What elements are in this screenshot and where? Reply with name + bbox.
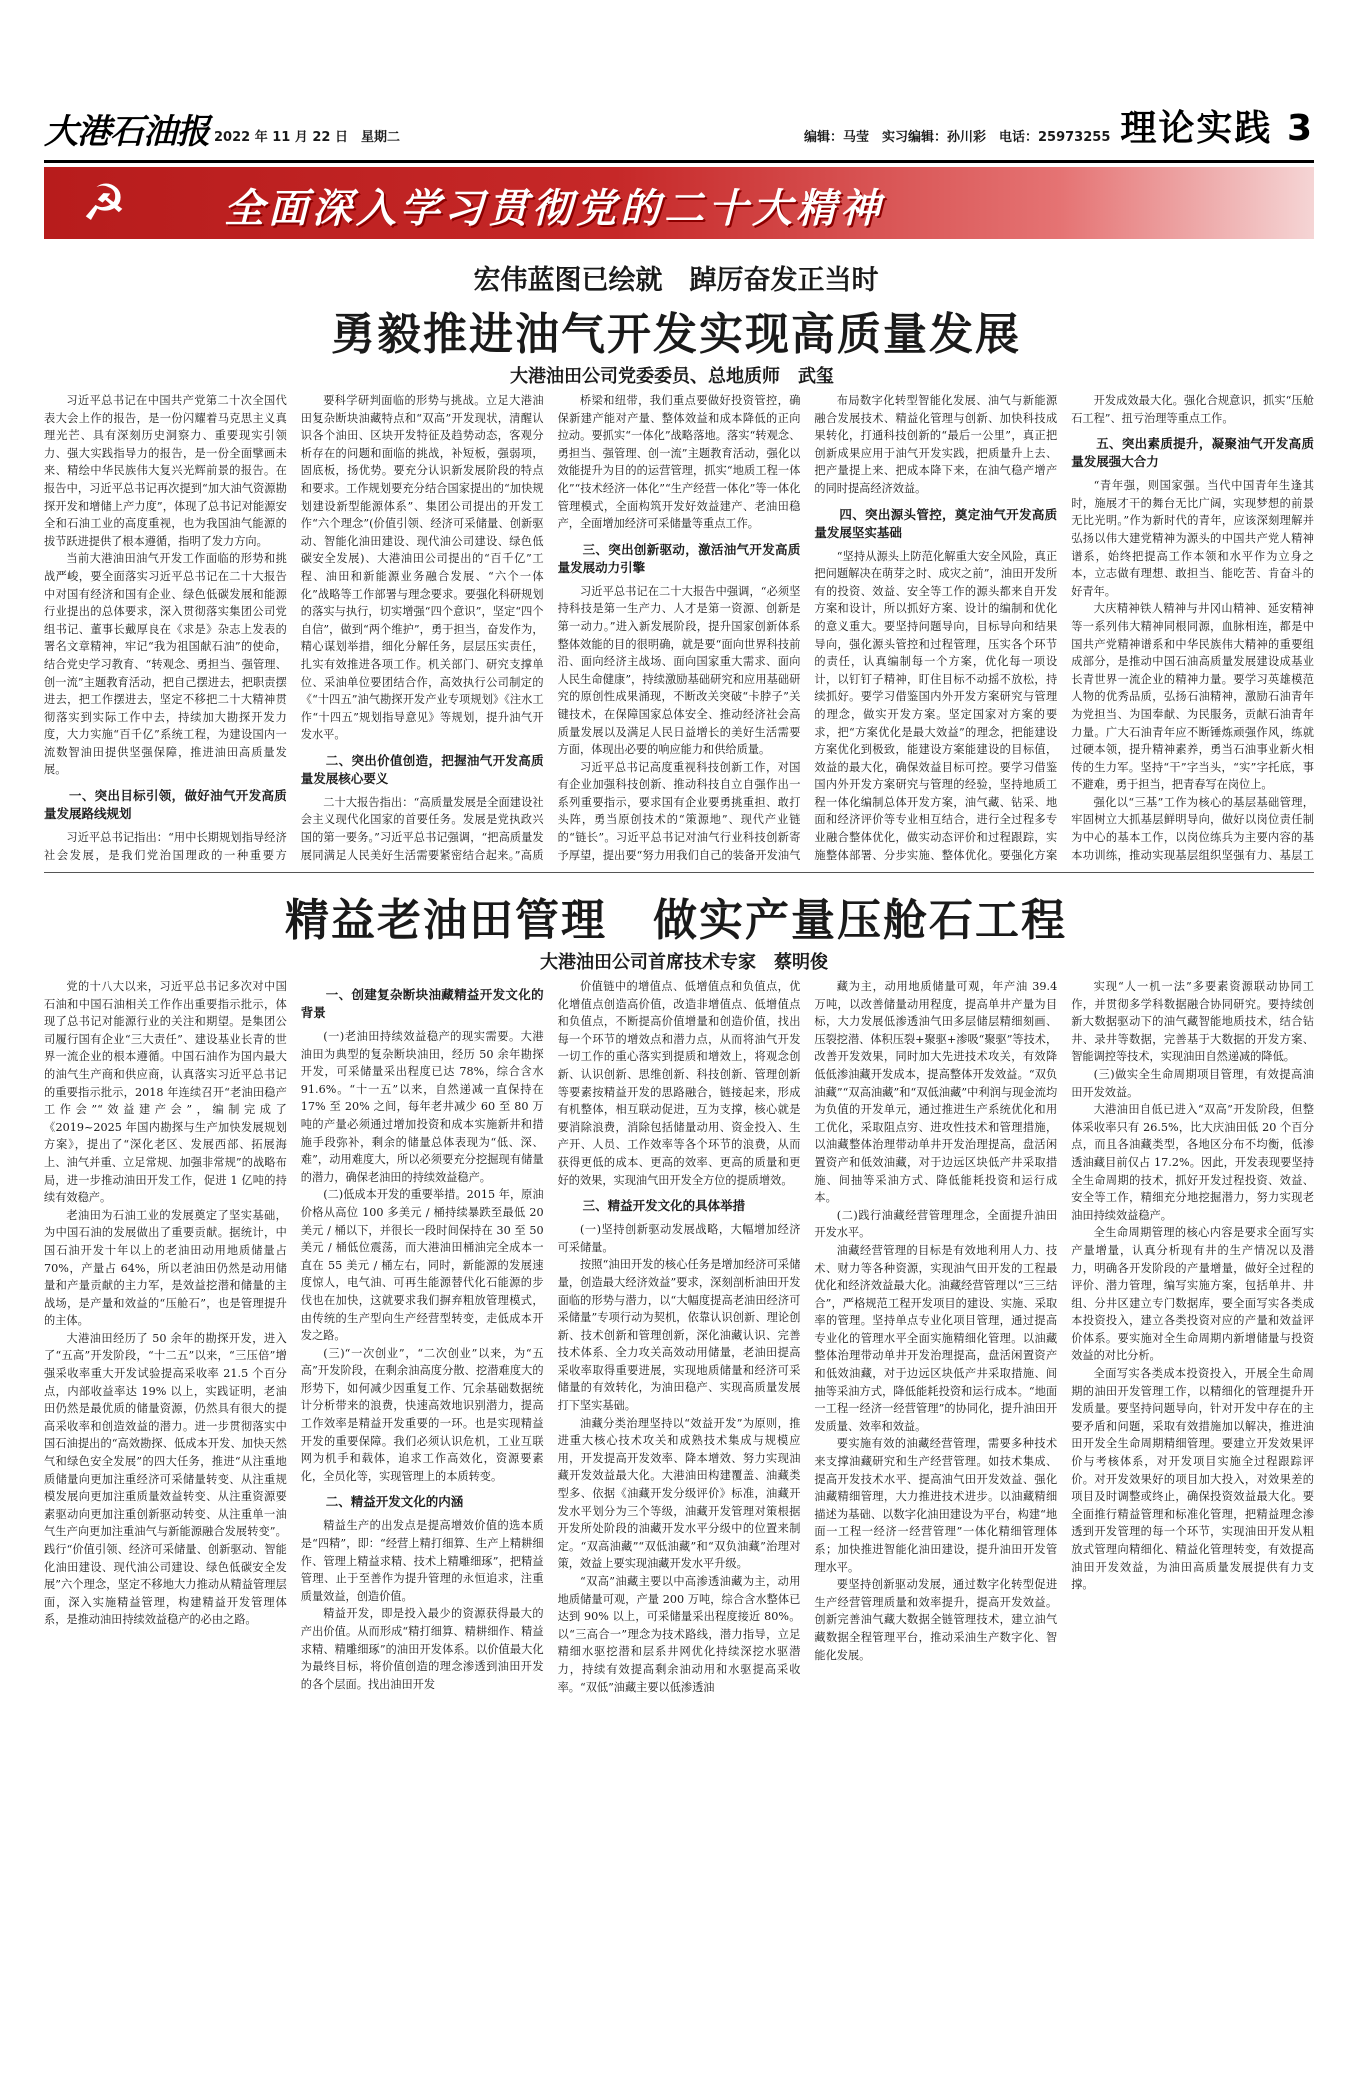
paragraph: “坚持从源头上防范化解重大安全风险，真正把问题解决在萌芽之时、成灾之前”，油田开发所有的投资、效益、安全等工作的源头都来自开发方案和设计，所以抓好方案、设计的编制和优化的意义重大。要坚持问题导向，目标导向和结果导向，强化源头管控和过程管理，压实各个环节的责任，认真编制每一个方案，优化每一项设计，以钉钉子精神，盯住目标不动摇不放松，持续抓好。要学习借鉴国内外开发方案研究与管理的理念，做实开发方案。坚定国家对方案的要求，把“方案优化是最大效益”的理念，把能建设方案优化到极致，能建设方案能建设的目标值，效益的最大化，确保效益目标可控。要学习借鉴国内外开发方案研究与管理的经验，坚持地质工程一体化编制总体开发方案，油气藏、钻采、地面和经济评价等专业相互结合，进行全过程多专业融合整体优化，做实动态评价和过程跟踪，实施整体部署、分步实施、整体优化。要强化方案 xyxy=(814,549,1058,862)
paragraph: 习近平总书记高度重视科技创新工作，对国有企业加强科技创新、推动科技自立自强作出一系列重要指示，要求国有企业要勇挑重担、敢打头阵，勇当原创技术的“策源地”、现代产业链的“链长”。习近平总书记对油气行业科技创新寄予厚望，提出要“努力用我们自己的装备开发油气 xyxy=(557,760,801,862)
paragraph: 精益生产的出发点是提高增效价值的选本质是“四精”，即：“经营上精打细算、生产上精耕细作、管理上精益求精、技术上精雕细琢”，把精益管理、止于至善作为提升管理的永恒追求，注重质量效益，创造价值。 xyxy=(300,1519,544,1603)
section-subheading: 三、突出创新驱动，激活油气开发高质量发展动力引擎 xyxy=(557,541,801,575)
party-emblem-icon: ☭ xyxy=(81,174,127,232)
paragraph: (一)坚持创新驱动发展战略，大幅增加经济可采储量。 xyxy=(557,1223,801,1254)
section-subheading: 二、突出价值创造，把握油气开发高质量发展核心要义 xyxy=(300,752,544,786)
paragraph: 老油田为石油工业的发展奠定了坚实基础，为中国石油的发展做出了重要贡献。据统计，中国石油开发十年以上的老油田动用地质储量占 70%，产量占 64%，所以老油田仍然是动用储量和产量贡献的主力军，是效益挖潜和储量的主战场，是产量和效益的“压舱石”，也是管理提升的主体。 xyxy=(44,1208,287,1328)
article2-col2 xyxy=(301,978,544,2078)
article2-body xyxy=(44,978,1314,2078)
paragraph: 大庆精神铁人精神与井冈山精神、延安精神等一系列伟大精神同根同源，血脉相连，都是中国共产党精神谱系和中华民族伟大精神的重要组成部分，是推动中国石油高质量发展建设成基业长青世界一流企业的精神力量。要学习英雄模范人物的优秀品质，弘扬石油精神，激励石油青年为党担当、为国奉献、为民服务，贡献石油青年力量。广大石油青年应不断锤炼顽强作风，练就过硬本领，提升精神素养，勇当石油事业新火相传的生力军。坚持“干”字当头，“实”字托底，事不避难，勇于担当，把青春写在岗位上。 xyxy=(1071,602,1314,792)
article2-col4 xyxy=(814,978,1057,2078)
newspaper-logo: 大港石油报 xyxy=(44,112,209,152)
paragraph: (一)老油田持续效益稳产的现实需要。大港油田为典型的复杂断块油田，经历 50 余年勘探开发，可采储量采出程度已达 78%，综合含水 91.6%。“十一五”以来，自然递减一直保持在 17% 至 20% 之间，每年老井减少 60 至 80 万吨的产量必须通过增加投资和成本实施新井和措施手段弥补，剩余的储量总体表现为“低、深、难”，动用难度大，所以必须要充分挖掘现有储量的潜力，确保老油田的持续效益稳产。 xyxy=(300,1030,544,1184)
section-subheading: 二、精益开发文化的内涵 xyxy=(325,1494,464,1510)
paragraph: 布局数字化转型智能化发展、油气与新能源融合发展技术、精益化管理与创新、加快科技成果转化，打通科技创新的“最后一公里”，真正把创新成果应用于油气开发实践，把质量升上去、把产量提上来、把成本降下来，在油气稳产增产的同时提高经济效益。 xyxy=(814,394,1058,495)
article2-byline: 大港油田公司首席技术专家 蔡明俊 xyxy=(540,952,828,973)
paragraph: 实现“人一机一法”多要素资源联动协同工作，并贯彻多学科数据融合协同研究。要持续创新大数据驱动下的油气藏智能地质技术，结合钻井、录井等数据，完善基于大数据的开发方案、智能调控等技术，实现油田自然递减的降低。 xyxy=(1071,980,1314,1064)
section-title: 理论实践 3 xyxy=(1120,108,1314,149)
article2-col1 xyxy=(44,978,287,2078)
paragraph: 要实施有效的油藏经营管理，需要多种技术来支撑油藏研究和生产经营管理。如技术集成、提高开发技术水平、提高油气田开发效益、强化油藏精细管理，大力推进技术进步。以油藏精细描述为基础、以数字化油田建设为平台，构建“地面一工程一经济一经营管理”一体化精细管理体系；加快推进智能化油田建设，提升油田开发管理水平。 xyxy=(814,1437,1058,1574)
article1-body xyxy=(44,392,1314,866)
editor-info: 编辑：马莹 实习编辑：孙川彩 电话：25973255 xyxy=(804,130,1111,145)
paragraph: 全面写实各类成本投资投入，开展全生命周期的油田开发管理工作，以精细化的管理提升开发质量。要坚持问题导向，针对开发中存在的主要矛盾和问题，采取有效措施加以解决，推进油田开发全生命周期精细管理。要建立开发效果评价与考核体系，对开发项目实施全过程跟踪评价。对开发效果好的项目加大投入，对效果差的项目及时调整或终止，确保投资效益最大化。要全面推行精益管理和标准化管理，把精益理念渗透到开发管理的每一个环节，实现油田开发从粗放式管理向精细化、精益化管理转变，有效提高油田开发效益，为油田高质量发展提供有力支撑。 xyxy=(1071,1367,1314,1592)
masthead xyxy=(44,100,1314,158)
paragraph: 要科学研判面临的形势与挑战。立足大港油田复杂断块油藏特点和“双高”开发现状，清醒认识各个油田、区块开发特征及趋势动态，客观分析存在的问题和面临的挑战，补短板，强弱项，固底板，扬优势。要充分认识新发展阶段的特点和要求。工作规划要充分结合国家提出的“加快规划建设新型能源体系”、集团公司提出的开发工作“六个理念”(价值引领、经济可采储量、创新驱动、智能化油田建设、现代油公司建设、绿色低碳安全发展)、大港油田公司提出的“百千亿”工程、油田和新能源业务融合发展、“六个一体化”战略等工作部署与理念要求。要强化科研规划的落实与执行，切实增强“四个意识”，坚定“四个自信”，做到“两个维护”，勇于担当，奋发作为，精心谋划举措，细化分解任务，层层压实责任，扎实有效推进各项工作。机关部门、研究支撑单位、采油单位要团结合作，高效执行公司制定的《“十四五”油气勘探开发产业专项规划》《注水工作“十四五”规划指导意见》等规划，提升油气开发水平。 xyxy=(300,394,544,742)
article1-kicker: 宏伟蓝图已绘就 踔厉奋发正当时 xyxy=(473,265,879,296)
paragraph: 当前大港油田油气开发工作面临的形势和挑战严峻，要全面落实习近平总书记在二十大报告中对国有经济和国有企业、绿色低碳发展和能源行业提出的总体要求，深入贯彻落实集团公司党组书记、董事长戴厚良在《求是》杂志上发表的署名文章精神，牢记“我为祖国献石油”的使命，结合党史学习教育、“转观念、勇担当、强管理、创一流”主题教育活动，把自己摆进去，把职责摆进去，把工作摆进去，坚定不移把二十大精神贯彻落实到实际工作中去，持续加大勘探开发力度，大力实施“百千亿”系统工程，为建设国内一流数智油田提供坚强保障，推进油田高质量发展。 xyxy=(44,552,287,777)
section-subheading: 一、突出目标引领，做好油气开发高质量发展路线规划 xyxy=(44,788,287,822)
masthead-rule xyxy=(44,160,1314,163)
paragraph: “双高”油藏主要以中高渗透油藏为主，动用地质储量可观，产量 200 万吨，综合含水整体已达到 90% 以上，可采储量采出程度接近 80%。以“三高合一”理念为技术路线，潜力指导，立足精细水驱挖潜和层系井网优化持续深挖水驱潜力，持续有效提高剩余油动用和水驱提高采收率。“双低”油藏主要以低渗透油 xyxy=(557,1575,801,1694)
section-subheading: 四、突出源头管控，奠定油气开发高质量发展坚实基础 xyxy=(814,506,1058,540)
article1-headline: 勇毅推进油气开发实现高质量发展 xyxy=(331,309,1021,360)
article2-headline: 精益老油田管理 做实产量压舱石工程 xyxy=(285,895,1067,946)
article1-col5 xyxy=(1071,392,1314,866)
paragraph: 习近平总书记在二十大报告中强调，“必须坚持科技是第一生产力、人才是第一资源、创新是第一动力。”进入新发展阶段，提升国家创新体系整体效能的目的很明确，就是要“面向世界科技前沿、面向经济主战场、面向国家重大需求、面向人民生命健康”，持续激励基础研究和应用基础研究的原创性成果涌现，不断改关突破“卡脖子”关键技术，在保障国家总体安全、推动经济社会高质量发展以及满足人民日益增长的美好生活需要方面，体现出必要的响应能力和供给质量。 xyxy=(557,584,801,757)
section-subheading: 一、创建复杂断块油藏精益开发文化的背景 xyxy=(300,987,544,1020)
paragraph: (三)做实全生命周期项目管理，有效提高油田开发效益。 xyxy=(1071,1067,1314,1099)
paragraph: 开发成效最大化。强化合规意识，抓实“压舱石工程”、扭亏治理等重点工作。 xyxy=(1071,394,1314,425)
paragraph: 油藏分类治理坚持以“效益开发”为原则，推进重大核心技术攻关和成熟技术集成与规模应用，开发提高开发效率、降本增效、努力实现油藏开发效益最大化。大港油田构建覆盖、油藏类型多、依据《油藏开发分级评价》标准，油藏开发水平划分为三个等级，油藏开发管理对策根据开发所处阶段的油藏开发水平分级中的位置来制定。“双高油藏”“双低油藏”和“双负油藏”治理对策，效益上要实现油藏开发水平升级。 xyxy=(557,1416,801,1571)
theme-banner xyxy=(44,167,1314,239)
paragraph: (二)低成本开发的重要举措。2015 年，原油价格从高位 100 多美元 / 桶持续暴跌至最低 20 美元 / 桶以下，并很长一段时间保持在 30 至 50 美元 / 桶低位震荡，而大港油田桶油完全成本一直在 55 美元 / 桶左右，同时，新能源的发展速度惊人，电气油、可再生能源替代化石能源的步伐也在加快，这就要求我们摒弃粗放管理模式，由传统的生产型向生产经营型转变，走低成本开发之路。 xyxy=(300,1188,544,1343)
paragraph: 党的十八大以来，习近平总书记多次对中国石油和中国石油相关工作作出重要指示批示，体现了总书记对能源行业的关注和期望。是集团公司履行国有企业“三大责任”、建设基业长青的世界一流企业的根本遵循。中国石油作为国内最大的油气生产商和供应商，认真落实习近平总书记的重要指示批示，2018 年连续召开“老油田稳产工作会”“效益建产会”，编制完成了《2019~2025 年国内勘探与生产加快发展规划方案》，提出了“深化老区、发展西部、拓展海上、油气并重、立足常规、加强非常规”的战略布局，进一步推动油田开发工作，促进 1 亿吨的持续有效稳产。 xyxy=(44,980,287,1205)
banner-text: 全面深入学习贯彻党的二十大精神 xyxy=(224,185,884,232)
paragraph: (三)“一次创业”，“二次创业”以来，为“五高”开发阶段，在剩余油高度分散、挖潜难度大的形势下，如何减少因重复工作、冗余基础数据统计分析带来的浪费，快速高效地识别潜力，提高工作效率是精益开发重要的一环。也是实现精益开发的重要保障。我们必须认识危机，工业互联网为机手和载体，追求工作高效化，资源要素化，全员化等，实现管理上的本质转变。 xyxy=(300,1346,544,1483)
paragraph: 大港油田自低已进入“双高”开发阶段，但整体采收率只有 26.5%，比大庆油田低 20 个百分点，而且各油藏类型，各地区分布不均衡，低渗透油藏目前仅占 17.2%。因此，开发表现要坚持全生命周期的技术，抓好开发过程投资、效益、安全等工作，精细充分地挖掘潜力，努力实现老油田持续效益稳产。 xyxy=(1071,1103,1314,1222)
paragraph: 习近平总书记指出：“用中长期规划指导经济社会发展，是我们党治国理政的一种重要方 xyxy=(44,831,287,862)
paragraph: 桥梁和纽带，我们重点要做好投资管控，确保新建产能对产量、整体效益和成本降低的正向拉动。要抓实“一体化”战略落地。落实“转观念、勇担当、强管理、创一流”主题教育活动，强化以效能提升为目的的运营管理，抓实“地质工程一体化”“技术经济一体化”“生产经营一体化”等一体化管理模式，全面构筑开发好效益建产、老油田稳产，全面增加经济可采储量等重点工作。 xyxy=(557,394,801,531)
paragraph: 价值链中的增值点、低增值点和负值点，优化增值点创造高价值，改造非增值点、低增值点和负值点，不断提高价值增量和创造价值，找出每一个环节的增效点和潜力点，从而将油气开发一切工作的重心落实到提质和增效上，将观念创新、认识创新、思维创新、科技创新、管理创新等要素按精益开发的思路融合，链接起来，形成有机整体，相互联动促进，互为支撑，核心就是要消除浪费，消除包括储量动用、资金投入、生产开、人员、工作效率等各个环节的浪费，从而获得更低的成本、更高的效率、更高的质量和更好的效果，实现油气田开发全方位的提质增效。 xyxy=(557,980,801,1187)
issue-date: 2022 年 11 月 22 日 星期二 xyxy=(214,130,400,145)
paragraph: 精益开发，即是投入最少的资源获得最大的产出价值。从而形成“精打细算、精耕细作、精益求精、精雕细琢”的油田开发体系。以价值最大化为最终目标，将价值创造的理念渗透到油田开发的各个层面。找出油田开发 xyxy=(300,1607,544,1691)
paragraph: “青年强，则国家强。当代中国青年生逢其时，施展才干的舞台无比广阔，实现梦想的前景无比光明。”作为新时代的青年，应该深刻理解并弘扬以伟大建党精神为源头的中国共产党人精神谱系，始终把提高工作本领和水平作为立身之本，立志做有理想、敢担当、能吃苦、肯奋斗的好青年。 xyxy=(1071,479,1314,598)
paragraph: 全生命周期管理的核心内容是要求全面写实产量增量，认真分析现有井的生产情况以及潜力，明确各开发阶段的产量增量，做好全过程的评价、潜力管理，编写实施方案，包括单井、井组、分井区建立专门数据库，要全面写实各类成本投资投入，建立各类投资对应的产量和效益评价体系。要实施对全生命周期内新增储量与投资效益的对比分析。 xyxy=(1071,1226,1314,1363)
paragraph: 油藏经营管理的目标是有效地利用人力、技术、财力等各种资源，实现油气田开发的工程最优化和经济效益最大化。油藏经营管理以“三三结合”，严格规范工程开发项目的建设、实施、采取率的管理。坚持单点专业化项目管理，通过提高专业化的管理水平全面实施精细化管理。以油藏整体治理带动单井开发治理提高，盘活闲置资产和低效油藏，对于边远区块低产井采取措施、间抽等采油方式，降低能耗投资和运行成本。“地面一工程一经济一经营管理”的协同化，提升油田开发质量、效率和效益。 xyxy=(814,1243,1058,1433)
article1-col1 xyxy=(44,392,287,866)
article-divider xyxy=(44,872,1314,873)
paragraph: (二)践行油藏经营管理理念，全面提升油田开发水平。 xyxy=(814,1208,1058,1240)
paragraph: 按照“油田开发的核心任务是增加经济可采储量，创造最大经济效益”要求，深刻剖析油田开发面临的形势与潜力，以“大幅度提高老油田经济可采储量”专项行动为契机，依靠认识创新、理论创新、技术创新和管理创新，深化油藏认识、完善技术体系、全力攻关高效动用储量，老油田提高采收率取得重要进展，实现地质储量和经济可采储量的有效转化，为油田稳产、实现高质量发展打下坚实基础。 xyxy=(557,1258,801,1413)
article1-col4 xyxy=(814,392,1057,866)
article1-col3 xyxy=(558,392,801,866)
section-subheading: 五、突出素质提升，凝聚油气开发高质量发展强大合力 xyxy=(1071,436,1314,470)
paragraph: 习近平总书记在中国共产党第二十次全国代表大会上作的报告，是一份闪耀着马克思主义真理光芒、具有深刻历史洞察力、重要现实引领力、强大实践指导力的报告，是一份全面擘画未来、精绘中华民族伟大复兴光辉前景的报告。在报告中，习近平总书记再次提到“加大油气资源勘探开发和增储上产力度”，体现了总书记对能源安全和石油工业的高度重视，也为我国油气能源的拔节跃进提供了根本遵循，指明了发力方向。 xyxy=(44,394,287,548)
paragraph: 要坚持创新驱动发展，通过数字化转型促进生产经营管理质量和效率提升，提高开发效益。创新完善油气藏大数据全链管理技术，建立油气藏数据全程管理平台，推动采油生产数字化、智能化发展。 xyxy=(814,1578,1058,1662)
article1-byline: 大港油田公司党委委员、总地质师 武玺 xyxy=(510,366,834,387)
article2-col5 xyxy=(1071,978,1314,2078)
paragraph: 强化以“三基”工作为核心的基层基础管理，牢固树立大抓基层鲜明导向，做好以岗位责任制为中心的基本工作，以岗位练兵为主要内容的基本功训练，推动实现基层组织坚强有力、基层工 xyxy=(1071,795,1314,862)
paragraph: 二十大报告指出：“高质量发展是全面建设社会主义现代化国家的首要任务。发展是党执政兴国的第一要务。”习近平总书记强调，“把高质量发展同满足人民美好生活需要紧密结合起来。”高质 xyxy=(300,795,544,862)
paragraph: 藏为主，动用地质储量可观，年产油 39.4 万吨，以改善储量动用程度，提高单井产量为目标，大力发展低渗透油气田多层储层精细刻画、压裂挖潜、体积压裂+聚驱+渗吸“聚驱”等技术，改善开发效果，同时加大先进技术攻关，有效降低低渗油藏开发成本，提高整体开发效益。“双负油藏”“双高油藏”和“双低油藏”中利润与现金流均为负值的开发单元，通过推进生产系统优化和用工优化，采取阻点穷、进攻性技术和管理措施，以油藏整体治理带动单井开发治理提高，盘活闲置资产和低效油藏，对于边远区块低产井采取措施、间抽等采油方式、降低能耗投资和运行成本。 xyxy=(814,980,1058,1205)
article2-col3 xyxy=(558,978,801,2078)
paragraph: 大港油田经历了 50 余年的勘探开发，进入了“五高”开发阶段，“十二五”以来，“三压倍”增强采收率重大开发试验提高采收率 21.5 个百分点，内部收益率达 19% 以上，实践证明，老油田仍然是最优质的储量资源，仍然具有很大的提高采收率和创造效益的潜力。进一步贯彻落实中国石油提出的“高效勘探、低成本开发、加快天然气和绿色安全发展”的四大任务，推进“从注重地质储量向更加注重经济可采储量转变、从注重规模发展向更加注重质量效益转变、从注重资源要素驱动向更加注重创新驱动转变、从注重单一油气生产向更加注重油气与新能源融合发展转变”。践行“价值引领、经济可采储量、创新驱动、智能化油田建设、现代油公司建设、绿色低碳安全发展”六个理念，坚定不移地大力推动从精益管理层面，深入实施精益管理，构建精益开发管理体系，是推动油田持续效益稳产的必由之路。 xyxy=(44,1331,287,1627)
section-subheading: 三、精益开发文化的具体举措 xyxy=(582,1198,746,1214)
article1-col2 xyxy=(301,392,544,866)
